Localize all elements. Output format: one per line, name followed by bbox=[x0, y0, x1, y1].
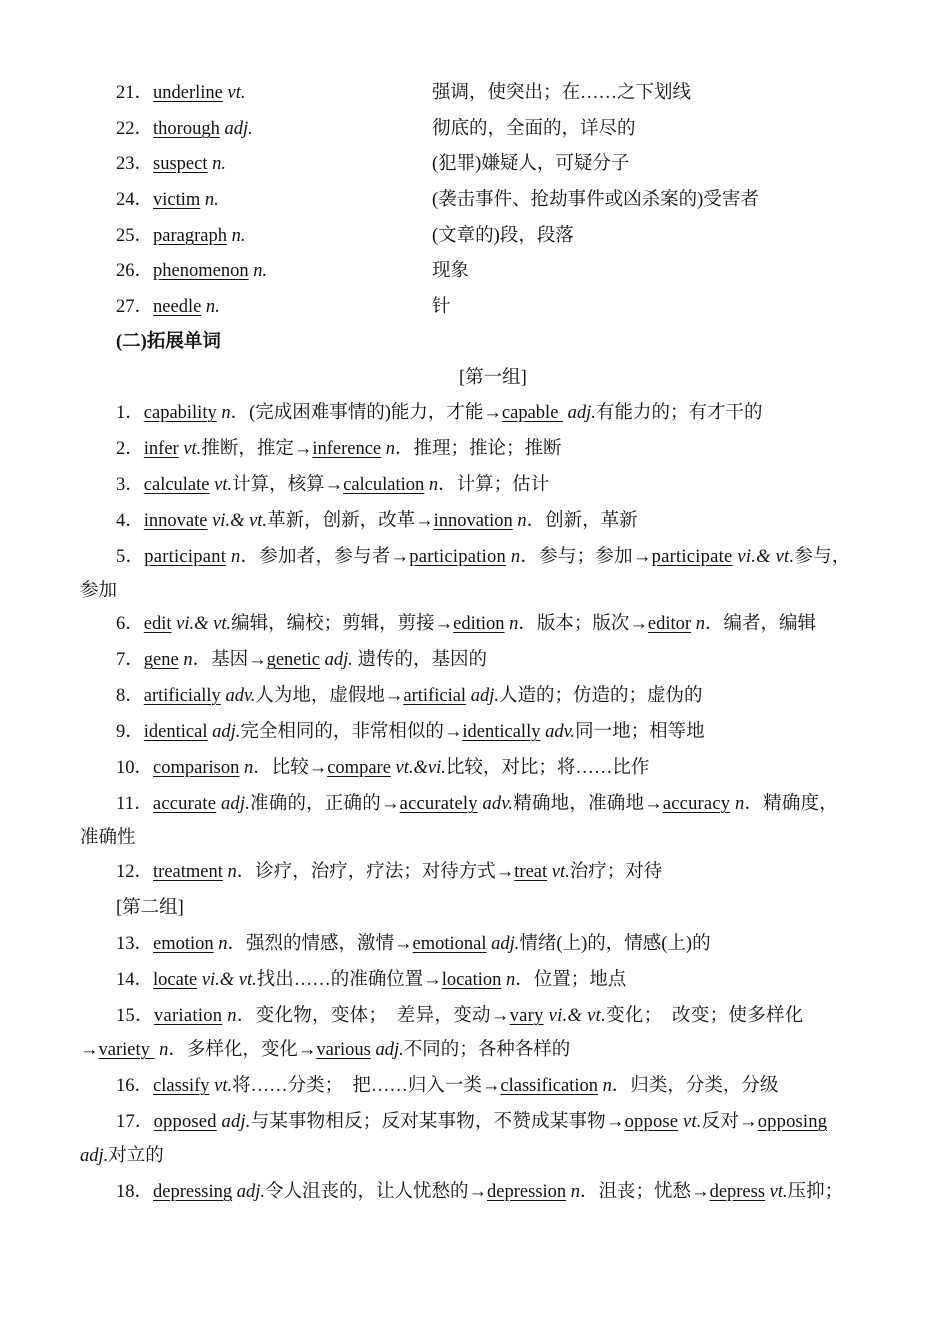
expansion-entry: 13．emotion n．强烈的情感，激情→emotional adj.情绪(上)的，情感(上)的 bbox=[116, 934, 711, 954]
vocab-word: calculation bbox=[343, 475, 425, 495]
core-word-line: 27．needle n. bbox=[116, 297, 220, 317]
vocab-word: oppose bbox=[624, 1112, 679, 1132]
core-word-meaning: 彻底的，全面的，详尽的 bbox=[432, 119, 636, 139]
expansion-entry: 15．variation n．变化物，变体； 差异，变动→vary vi.& vt.变化； 改变；使多样化 bbox=[116, 1006, 804, 1026]
vocab-word: participant bbox=[144, 547, 227, 567]
vocab-word: location bbox=[441, 970, 502, 990]
expansion-entry: 12．treatment n．诊疗，治疗，疗法；对待方式→treat vt.治疗；对待 bbox=[116, 862, 663, 882]
expansion-entry: 6．edit vi.& vt.编辑，编校；剪辑，剪接→edition n．版本；版次→editor n．编者，编辑 bbox=[116, 614, 816, 634]
group-title: [第一组] bbox=[459, 368, 527, 388]
core-word-line: 26．phenomenon n. bbox=[116, 261, 268, 281]
core-word-line: 23．suspect n. bbox=[116, 154, 226, 174]
expansion-entry: 16．classify vt.将……分类； 把……归入一类→classification n．归类，分类，分级 bbox=[116, 1076, 779, 1096]
vocab-word: treatment bbox=[153, 862, 223, 882]
core-word-meaning: 强调，使突出；在……之下划线 bbox=[432, 83, 692, 103]
expansion-entry-continuation: 准确性 bbox=[80, 828, 136, 848]
vocab-word: underline bbox=[153, 83, 223, 103]
vocab-word: emotion bbox=[153, 934, 214, 954]
core-word-line: 24．victim n. bbox=[116, 190, 219, 210]
vocab-word: phenomenon bbox=[153, 261, 249, 281]
vocab-word: genetic bbox=[266, 650, 321, 670]
expansion-entry: 8．artificially adv.人为地，虚假地→artificial adj.人造的；仿造的；虚伪的 bbox=[116, 686, 703, 706]
vocab-word: variety bbox=[98, 1040, 155, 1060]
expansion-entry: 5．participant n．参加者，参与者→participation n．参与；参加→participate vi.& vt.参与， bbox=[116, 547, 851, 567]
vocab-word: various bbox=[316, 1040, 371, 1060]
vocab-word: capable bbox=[501, 403, 564, 423]
vocab-word: treat bbox=[514, 862, 548, 882]
vocab-word: gene bbox=[143, 650, 179, 670]
vocab-word: editor bbox=[647, 614, 692, 634]
vocab-word: accurately bbox=[399, 794, 478, 814]
vocab-word: depressing bbox=[153, 1182, 233, 1202]
vocab-word: classify bbox=[153, 1076, 210, 1096]
core-word-meaning: (犯罪)嫌疑人，可疑分子 bbox=[432, 154, 630, 174]
group-title: [第二组] bbox=[116, 898, 184, 918]
expansion-entry: 10．comparison n．比较→compare vt.&vi.比较，对比；将……比作 bbox=[116, 758, 650, 778]
expansion-entry: 1．capability n．(完成困难事情的)能力，才能→capable adj.有能力的；有才干的 bbox=[116, 403, 763, 423]
section-heading: (二)拓展单词 bbox=[116, 332, 221, 352]
vocab-word: comparison bbox=[153, 758, 240, 778]
vocab-word: innovate bbox=[143, 511, 208, 531]
vocab-word: identical bbox=[143, 722, 208, 742]
expansion-entry-continuation: →variety n．多样化，变化→various adj.不同的；各种各样的 bbox=[80, 1040, 571, 1060]
vocab-word: artificial bbox=[403, 686, 467, 706]
vocab-word: infer bbox=[143, 439, 179, 459]
core-word-line: 21．underline vt. bbox=[116, 83, 246, 103]
vocab-word: locate bbox=[153, 970, 198, 990]
vocab-word: innovation bbox=[433, 511, 513, 531]
expansion-entry: 9．identical adj.完全相同的，非常相似的→identically adv.同一地；相等地 bbox=[116, 722, 705, 742]
vocab-word: victim bbox=[153, 190, 201, 210]
core-word-line: 22．thorough adj. bbox=[116, 119, 253, 139]
expansion-entry-continuation: 参加 bbox=[80, 581, 118, 601]
vocab-word: compare bbox=[327, 758, 391, 778]
expansion-entry: 7．gene n．基因→genetic adj. 遗传的，基因的 bbox=[116, 650, 488, 670]
vocab-word: inference bbox=[312, 439, 382, 459]
core-word-meaning: 现象 bbox=[432, 261, 470, 281]
expansion-entry: 17．opposed adj.与某事物相反；反对某事物，不赞成某事物→oppose vt.反对→opposing bbox=[116, 1112, 828, 1132]
expansion-entry: 4．innovate vi.& vt.革新，创新，改革→innovation n．创新，革新 bbox=[116, 511, 638, 531]
vocab-word: edition bbox=[453, 614, 505, 634]
vocab-word: capability bbox=[143, 403, 217, 423]
vocab-word: accuracy bbox=[662, 794, 731, 814]
vocab-word: thorough bbox=[153, 119, 220, 139]
vocab-word: depression bbox=[487, 1182, 567, 1202]
vocab-word: needle bbox=[153, 297, 202, 317]
vocab-word: paragraph bbox=[153, 226, 227, 246]
core-word-meaning: 针 bbox=[432, 297, 451, 317]
vocab-word: edit bbox=[143, 614, 172, 634]
expansion-entry: 14．locate vi.& vt.找出……的准确位置→location n．位置；地点 bbox=[116, 970, 627, 990]
vocab-word: identically bbox=[462, 722, 541, 742]
core-word-meaning: (袭击事件、抢劫事件或凶杀案的)受害者 bbox=[432, 190, 759, 210]
vocab-word: opposing bbox=[757, 1112, 828, 1132]
vocab-word: artificially bbox=[143, 686, 221, 706]
expansion-entry-continuation: adj.对立的 bbox=[80, 1146, 164, 1166]
vocab-word: classification bbox=[500, 1076, 599, 1096]
vocab-word: suspect bbox=[153, 154, 208, 174]
vocab-word: calculate bbox=[143, 475, 210, 495]
vocab-word: opposed bbox=[153, 1112, 217, 1132]
vocab-word: accurate bbox=[152, 794, 217, 814]
vocab-word: variation bbox=[153, 1006, 223, 1026]
expansion-entry: 11．accurate adj.准确的，正确的→accurately adv.精确地，准确地→accuracy n．精确度， bbox=[116, 794, 838, 814]
vocab-word: participate bbox=[651, 547, 733, 567]
vocab-word: vary bbox=[509, 1006, 544, 1026]
core-word-line: 25．paragraph n. bbox=[116, 226, 246, 246]
expansion-entry: 18．depressing adj.令人沮丧的，让人忧愁的→depression n．沮丧；忧愁→depress vt.压抑； bbox=[116, 1182, 844, 1202]
expansion-entry: 2．infer vt.推断，推定→inference n．推理；推论；推断 bbox=[116, 439, 562, 459]
core-word-meaning: (文章的)段，段落 bbox=[432, 226, 574, 246]
expansion-entry: 3．calculate vt.计算，核算→calculation n．计算；估计 bbox=[116, 475, 550, 495]
vocab-word: emotional bbox=[412, 934, 487, 954]
vocab-word: depress bbox=[709, 1182, 766, 1202]
vocab-word: participation bbox=[409, 547, 507, 567]
